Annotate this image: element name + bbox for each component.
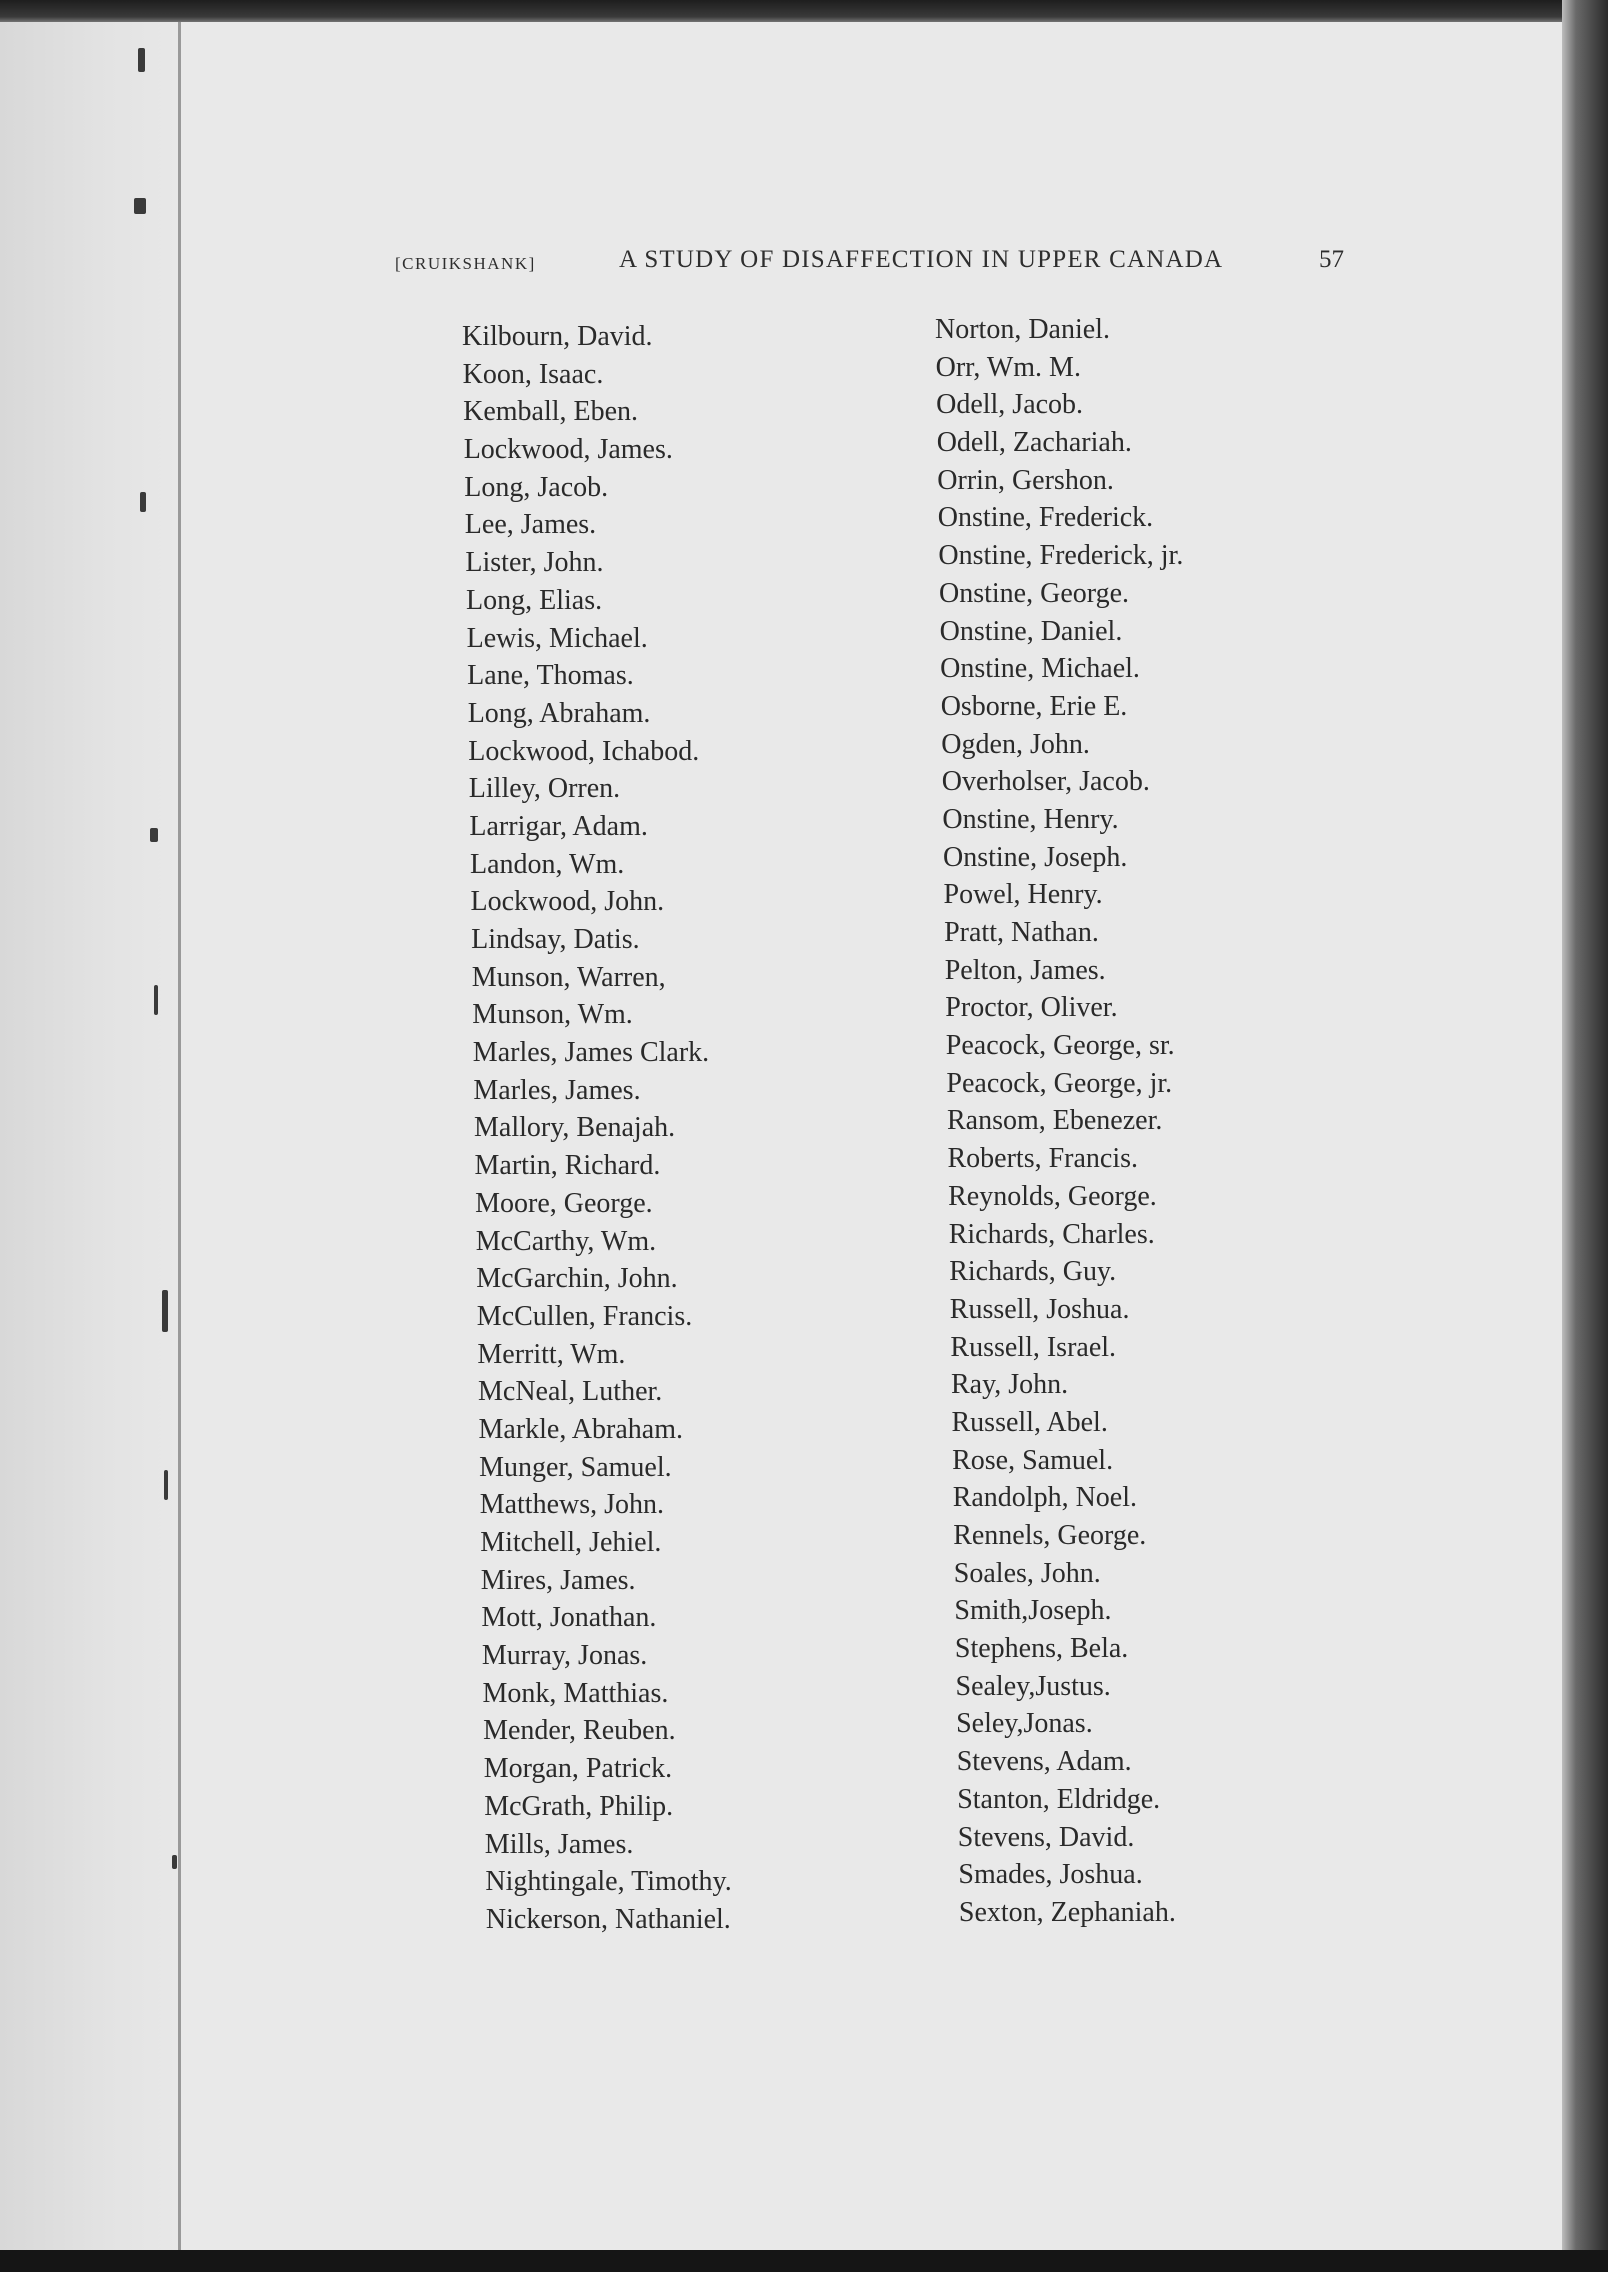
name-entry: McGarchin, John. bbox=[476, 1263, 678, 1295]
name-entry: Rennels, George. bbox=[953, 1520, 1147, 1551]
book-page bbox=[0, 22, 1568, 2250]
name-entry: Lindsay, Datis. bbox=[471, 924, 640, 955]
name-entry: Rose, Samuel. bbox=[952, 1444, 1114, 1476]
name-entry: Koon, Isaac. bbox=[462, 358, 604, 390]
name-entry: Marles, James Clark. bbox=[472, 1037, 710, 1069]
name-entry: Lewis, Michael. bbox=[466, 622, 648, 654]
name-entry: Lilley, Orren. bbox=[468, 773, 621, 805]
name-entry: Odell, Jacob. bbox=[936, 389, 1084, 421]
name-entry: Larrigar, Adam. bbox=[469, 810, 648, 842]
name-entry: Pelton, James. bbox=[944, 954, 1106, 986]
name-entry: Proctor, Oliver. bbox=[945, 992, 1118, 1024]
name-entry: Osborne, Erie E. bbox=[940, 690, 1128, 722]
name-entry: Ransom, Ebenezer. bbox=[947, 1105, 1163, 1137]
name-entry: Overholser, Jacob. bbox=[941, 766, 1150, 798]
name-entry: Lister, John. bbox=[465, 547, 604, 579]
scan-bottom-edge bbox=[0, 2250, 1608, 2272]
name-entry: Nickerson, Nathaniel. bbox=[485, 1903, 731, 1935]
name-entry: Mills, James. bbox=[484, 1828, 634, 1860]
name-entry: Ogden, John. bbox=[941, 728, 1090, 760]
name-entry: Onstine, George. bbox=[939, 577, 1129, 609]
name-entry: Seley,Jonas. bbox=[956, 1708, 1093, 1740]
name-entry: Merritt, Wm. bbox=[477, 1338, 626, 1370]
name-entry: Peacock, George, sr. bbox=[945, 1030, 1175, 1062]
name-entry: Russell, Joshua. bbox=[949, 1293, 1130, 1325]
name-entry: Orr, Wm. M. bbox=[935, 351, 1081, 383]
name-entry: Monk, Matthias. bbox=[482, 1677, 669, 1709]
name-entry: Odell, Zachariah. bbox=[936, 427, 1132, 459]
name-entry: Powel, Henry. bbox=[943, 879, 1103, 911]
name-entry: Russell, Abel. bbox=[951, 1406, 1108, 1438]
name-entry: Onstine, Frederick. bbox=[937, 502, 1154, 534]
scan-right-edge bbox=[1562, 0, 1608, 2272]
name-entry: Lockwood, James. bbox=[463, 434, 673, 466]
name-list-left-column bbox=[462, 318, 732, 1939]
name-entry: Onstine, Daniel. bbox=[939, 615, 1123, 647]
name-entry: Reynolds, George. bbox=[948, 1180, 1157, 1212]
name-entry: Munger, Samuel. bbox=[479, 1451, 672, 1483]
name-entry: Mitchell, Jehiel. bbox=[480, 1527, 662, 1558]
name-entry: Smith,Joseph. bbox=[954, 1595, 1112, 1627]
name-entry: Lee, James. bbox=[464, 509, 597, 541]
binding-stitch bbox=[162, 1290, 168, 1332]
name-entry: Mott, Jonathan. bbox=[481, 1602, 657, 1634]
name-entry: Randolph, Noel. bbox=[952, 1482, 1137, 1514]
name-entry: Long, Elias. bbox=[466, 584, 603, 616]
binding-stitch bbox=[154, 985, 158, 1015]
name-entry: Mires, James. bbox=[480, 1564, 636, 1596]
name-entry: Smades, Joshua. bbox=[958, 1859, 1143, 1891]
name-entry: Stevens, David. bbox=[957, 1821, 1135, 1853]
binding-stitch bbox=[172, 1855, 177, 1869]
name-entry: Moore, George. bbox=[475, 1187, 653, 1219]
name-entry: Long, Abraham. bbox=[467, 697, 651, 729]
name-list-right-column bbox=[935, 311, 1183, 1932]
binding-stitch bbox=[164, 1470, 168, 1500]
gutter-line bbox=[178, 22, 181, 2250]
name-entry: Sealey,Justus. bbox=[955, 1670, 1111, 1702]
name-entry: Onstine, Frederick, jr. bbox=[938, 540, 1184, 572]
name-entry: Munson, Warren, bbox=[471, 961, 666, 993]
name-entry: Mender, Reuben. bbox=[483, 1715, 676, 1747]
name-entry: Pratt, Nathan. bbox=[944, 917, 1099, 948]
name-entry: Marles, James. bbox=[473, 1074, 641, 1106]
name-entry: Stephens, Bela. bbox=[954, 1633, 1129, 1665]
name-entry: Martin, Richard. bbox=[474, 1150, 661, 1182]
name-entry: Russell, Israel. bbox=[950, 1331, 1117, 1363]
name-entry: McCarthy, Wm. bbox=[475, 1225, 657, 1257]
binding-stitch bbox=[138, 48, 145, 72]
name-entry: Lane, Thomas. bbox=[467, 660, 634, 692]
name-entry: Peacock, George, jr. bbox=[946, 1067, 1173, 1099]
binding-stitch bbox=[150, 828, 158, 842]
page-number: 57 bbox=[1319, 246, 1344, 273]
name-entry: Roberts, Francis. bbox=[947, 1143, 1139, 1175]
scan-top-edge bbox=[0, 0, 1608, 24]
name-entry: Soales, John. bbox=[953, 1557, 1101, 1589]
name-entry: Matthews, John. bbox=[479, 1489, 665, 1521]
name-entry: Markle, Abraham. bbox=[478, 1413, 683, 1445]
name-entry: Richards, Charles. bbox=[948, 1218, 1155, 1250]
name-entry: Stanton, Eldridge. bbox=[957, 1783, 1161, 1815]
name-entry: Orrin, Gershon. bbox=[937, 464, 1114, 496]
name-entry: Norton, Daniel. bbox=[935, 314, 1110, 345]
name-entry: Kemball, Eben. bbox=[463, 396, 639, 428]
name-entry: Kilbourn, David. bbox=[462, 321, 653, 352]
name-entry: Onstine, Joseph. bbox=[943, 841, 1128, 873]
name-entry: Ray, John. bbox=[951, 1369, 1069, 1401]
header-title: A STUDY OF DISAFFECTION IN UPPER CANADA bbox=[619, 246, 1224, 273]
name-entry: Mallory, Benajah. bbox=[474, 1112, 676, 1144]
name-entry: Sexton, Zephaniah. bbox=[958, 1896, 1176, 1928]
name-entry: Stevens, Adam. bbox=[956, 1746, 1132, 1778]
name-entry: McNeal, Luther. bbox=[478, 1376, 663, 1408]
name-entry: McCullen, Francis. bbox=[476, 1300, 693, 1332]
name-entry: Lockwood, John. bbox=[470, 886, 665, 918]
name-entry: Onstine, Michael. bbox=[940, 653, 1140, 685]
name-entry: Munson, Wm. bbox=[472, 999, 633, 1031]
running-header bbox=[395, 246, 1355, 280]
left-page-edge bbox=[0, 22, 180, 2250]
name-entry: Richards, Guy. bbox=[949, 1256, 1117, 1288]
name-entry: Onstine, Henry. bbox=[942, 803, 1119, 835]
name-entry: Murray, Jonas. bbox=[481, 1640, 648, 1672]
name-entry: Landon, Wm. bbox=[470, 848, 625, 880]
name-entry: Morgan, Patrick. bbox=[483, 1753, 673, 1785]
name-entry: Long, Jacob. bbox=[464, 471, 609, 503]
binding-stitch bbox=[134, 198, 146, 214]
name-entry: McGrath, Philip. bbox=[484, 1790, 674, 1822]
name-entry: Lockwood, Ichabod. bbox=[468, 735, 700, 767]
name-entry: Nightingale, Timothy. bbox=[485, 1866, 732, 1898]
binding-stitch bbox=[140, 492, 146, 512]
header-author: [CRUIKSHANK] bbox=[395, 254, 536, 273]
